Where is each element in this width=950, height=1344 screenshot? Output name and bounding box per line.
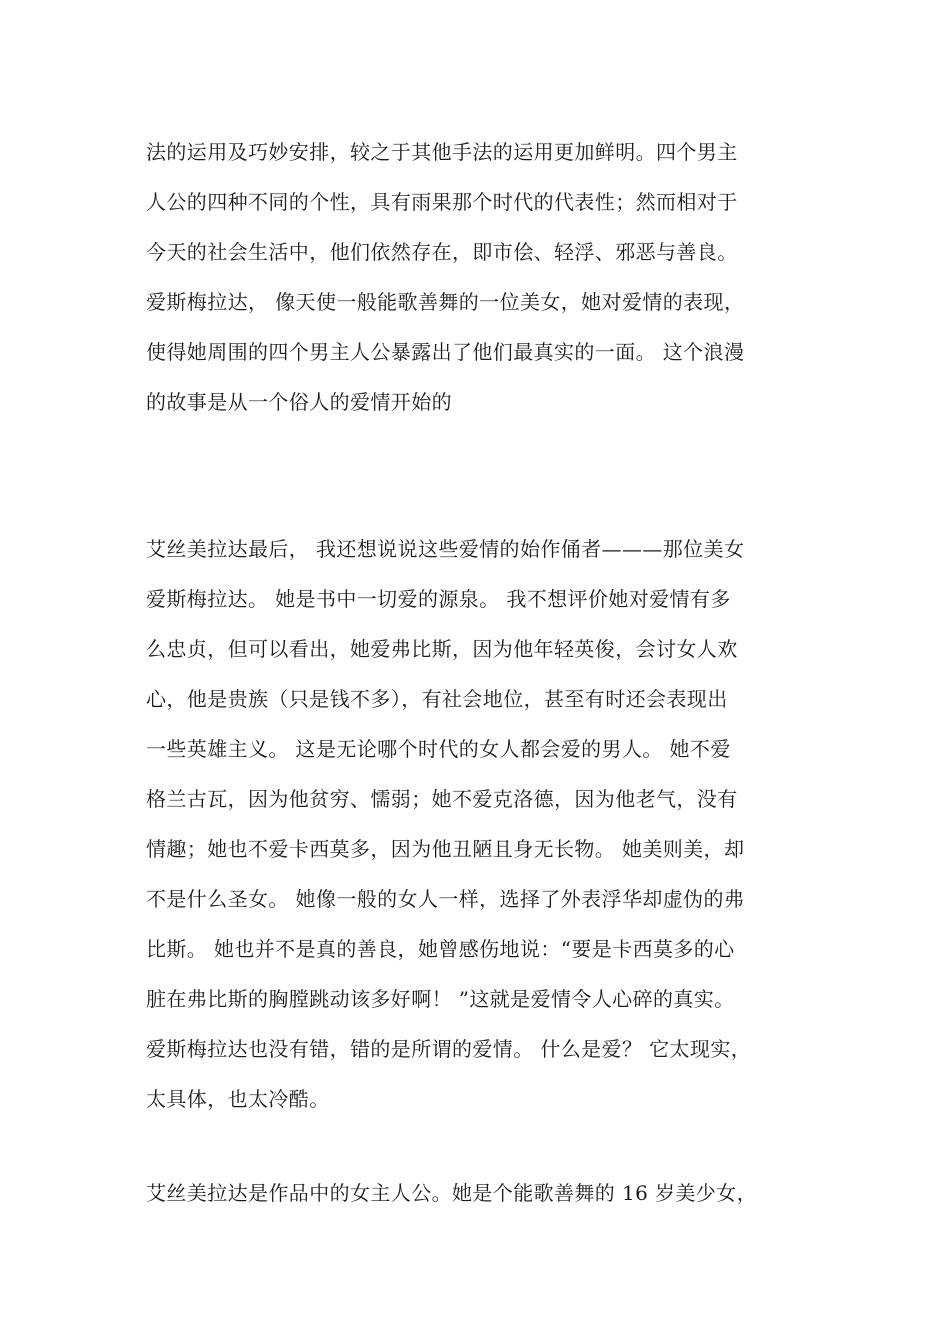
text-line: 么忠贞，但可以看出，她爱弗比斯，因为他年轻英俊，会讨女人欢 <box>146 637 738 661</box>
text-line: 今天的社会生活中，他们依然存在，即市侩、轻浮、邪恶与善良。 <box>146 240 738 264</box>
text-line: 艾丝美拉达是作品中的女主人公。她是个能歌善舞的 16 岁美少女， <box>146 1181 757 1205</box>
text-line: 比斯。 她也并不是真的善良，她曾感伤地说：“要是卡西莫多的心 <box>146 937 735 961</box>
text-line: 脏在弗比斯的胸膛跳动该多好啊！ ”这就是爱情令人心碎的真实。 <box>146 987 735 1011</box>
paragraph-1 <box>146 127 826 427</box>
text-line: 心，他是贵族（只是钱不多），有社会地位，甚至有时还会表现出 <box>146 687 728 711</box>
text-line: 爱斯梅拉达。 她是书中一切爱的源泉。 我不想评价她对爱情有多 <box>146 587 731 611</box>
text-line: 情趣；她也不爱卡西莫多，因为他丑陋且身无长物。 她美则美，却 <box>146 837 745 861</box>
text-line: 太具体，也太冷酷。 <box>146 1087 330 1111</box>
text-line: 不是什么圣女。 她像一般的女人一样，选择了外表浮华却虚伪的弗 <box>146 887 745 911</box>
text-line: 爱斯梅拉达， 像天使一般能歌善舞的一位美女，她对爱情的表现， <box>146 290 745 314</box>
text-line: 爱斯梅拉达也没有错，错的是所谓的爱情。 什么是爱？ 它太现实， <box>146 1037 752 1061</box>
text-line: 艾丝美拉达最后， 我还想说说这些爱情的始作俑者———那位美女 <box>146 537 745 561</box>
paragraph-2 <box>146 524 826 1124</box>
text-line: 法的运用及巧妙安排，较之于其他手法的运用更加鲜明。四个男主 <box>146 140 738 164</box>
text-line: 的故事是从一个俗人的爱情开始的 <box>146 390 452 414</box>
text-line: 格兰古瓦，因为他贫穷、懦弱；她不爱克洛德，因为他老气，没有 <box>146 787 738 811</box>
paragraph-3 <box>146 1168 826 1218</box>
text-line: 使得她周围的四个男主人公暴露出了他们最真实的一面。 这个浪漫 <box>146 340 745 364</box>
text-line: 人公的四种不同的个性，具有雨果那个时代的代表性；然而相对于 <box>146 190 738 214</box>
text-line: 一些英雄主义。 这是无论哪个时代的女人都会爱的男人。 她不爱 <box>146 737 731 761</box>
